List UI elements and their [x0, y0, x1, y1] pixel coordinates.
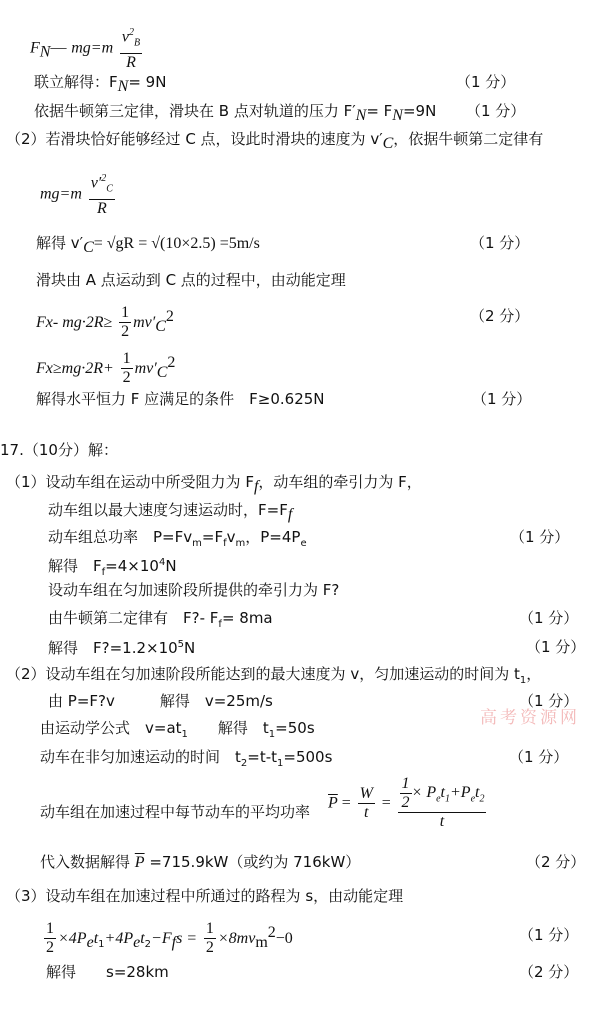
text-line: （1）设动车组在运动中所受阻力为 $F_f$，动车组的牵引力为 F， [6, 473, 422, 495]
text-line: 动车在非匀加速运动的时间 $t_2=t-t_1=500s$ [40, 748, 333, 769]
eq-term: F [30, 39, 40, 57]
score-mark: （1 分） [509, 748, 569, 766]
text-line: 解得 $F?=1.2\times 10^5N$ [48, 639, 196, 657]
equation-energy-3: $\frac{1}{2}$ $\times 4P_et_1+4P_et_2-F_fs$ = $\frac{1}{2}$ $\times 8mv_m^2-0$ [46, 920, 293, 956]
score-mark: （1 分） [519, 609, 579, 627]
score-mark: （1 分） [526, 638, 586, 656]
text-line: 联立解得：$F_N= 9N$ [34, 73, 167, 95]
equation-newton-c: mg=m $\frac{v'^2_C}{R}$ [40, 170, 117, 218]
fraction: $\frac{v'^2_C}{R}$ [89, 170, 115, 218]
text-line: 动车组在加速过程中每节动车的平均功率 [40, 803, 311, 821]
score-mark: （1 分） [519, 692, 579, 710]
text-line: 解得 $F_f=4\times 10^4N$ [48, 557, 177, 578]
equation-energy-1: Fx- mg·2R≥ $\frac{1}{2}$ $mv'_C^2$ [36, 304, 174, 340]
score-mark: （1 分） [510, 528, 570, 546]
score-mark: （2 分） [526, 853, 586, 871]
text-line: 动车组总功率 $P=Fv_m=F_fv_m$，$P=4P_e$ [48, 528, 307, 549]
score-mark: （2 分） [470, 307, 530, 325]
score-mark: （1 分） [466, 102, 526, 120]
watermark: 高考资源网 [480, 708, 580, 728]
text-line: 代入数据解得 $\overline{P} =715.9kW$（或约为 716kW） [40, 853, 361, 871]
score-mark: （1 分） [519, 926, 579, 944]
text-line: （2）若滑块恰好能够经过 C 点，设此时滑块的速度为 $v'_C$，依据牛顿第二定律有 [6, 130, 544, 152]
text-line: （2）设动车组在匀加速阶段所能达到的最大速度为 v，匀加速运动的时间为 $t_1$， [6, 665, 542, 686]
score-mark: （1 分） [470, 234, 530, 252]
text-line: 由运动学公式 $v=at_1$ 解得 $t_1=50s$ [40, 719, 315, 740]
text-line: 由牛顿第二定律有 F?- $F_f= 8ma$ [48, 609, 273, 630]
text-line: 解得水平恒力 F 应满足的条件 F≥0.625N [36, 390, 325, 408]
equation-newton-b: $F_N—$ mg=m $\frac{v^2_B}{R}$ [30, 24, 144, 72]
score-mark: （2 分） [519, 963, 579, 981]
text-line: （3）设动车组在加速过程中所通过的路程为 s，由动能定理 [6, 887, 404, 905]
equation-average-power: $\overline{P}$ = $\frac{W}{t}$ = $\frac{1}{2}$ × $P_et_1+P_et_2$ t [328, 775, 485, 830]
problem-header: 17.（10分）解： [0, 441, 118, 459]
text-line: 解得 s=28km [46, 963, 169, 981]
text-line: 依据牛顿第三定律，滑块在 B 点对轨道的压力 $F'_N= F_N=9N$ [34, 102, 437, 124]
score-mark: （1 分） [456, 73, 516, 91]
text-line: 解得 $v'_C= √gR = √(10\times 2.5) =5m/s$ [36, 234, 260, 256]
text-line: 滑块由 A 点运动到 C 点的过程中，由动能定理 [36, 271, 346, 289]
text-line: 动车组以最大速度匀速运动时，$F=F_f$ [48, 501, 293, 523]
score-mark: （1 分） [472, 390, 532, 408]
text-line: 设动车组在匀加速阶段所提供的牵引力为 F? [48, 581, 340, 599]
text-line: 由 P=F?v 解得 v=25m/s [48, 692, 273, 710]
equation-energy-2: Fx≥mg·2R+ $\frac{1}{2}$ $mv'_C^2$ [36, 350, 176, 386]
eq-term: mg=m [71, 39, 114, 57]
fraction: $\frac{v^2_B}{R}$ [120, 24, 142, 72]
